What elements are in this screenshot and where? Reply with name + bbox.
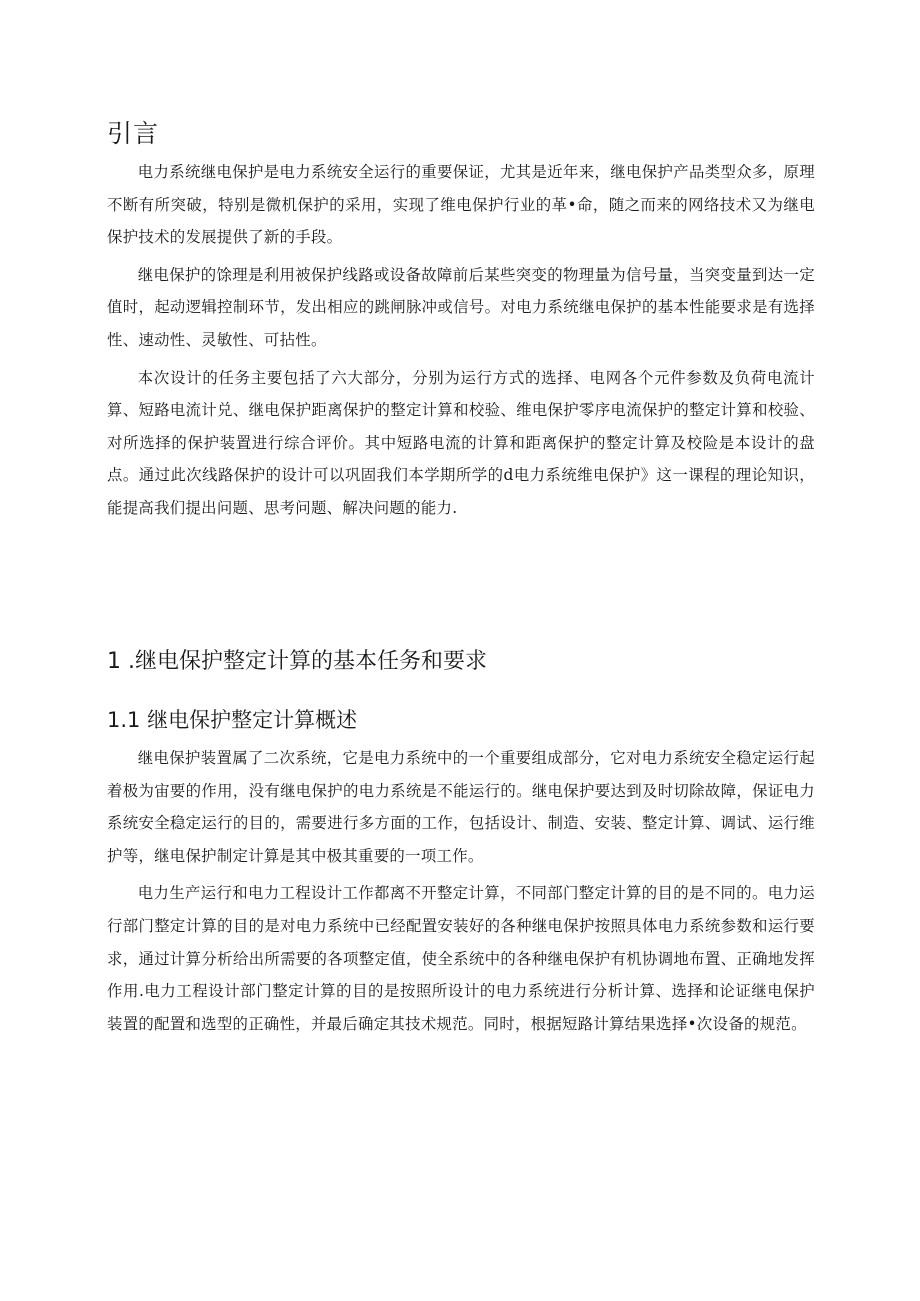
section-1-1-heading: 1.1 继电保护整定计算概述 bbox=[107, 708, 358, 732]
section-1-1-paragraph-1: 继电保护装置属了二次系统，它是电力系统中的一个重要组成部分，它对电力系统安全稳定运行起着极为宙要的作用，没有继电保护的电力系统是不能运行的。继电保护要达到及时切除故障，保证电力系统安全稳定运行的目的，需要进行多方面的工作，包括设计、制造、安装、整定计算、调试、运行维护等，继电保护制定计算是其中极其重要的一项工作。 bbox=[107, 749, 815, 865]
section-1-1-body bbox=[107, 742, 815, 1040]
intro-paragraph-3: 本次设计的任务主要包括了六大部分，分别为运行方式的选择、电网各个元件参数及负荷电流计算、短路电流计兑、继电保护距离保护的整定计算和校验、维电保护零序电流保护的整定计算和校验、对所选择的保护装置进行综合评价。其中短路电流的计算和距离保护的整定计算及校险是本设计的盘点。通过此次线路保护的设计可以巩固我们本学期所学的d电力系统维电保护》这一课程的理论知识，能提高我们提出问题、思考问题、解决问题的能力. bbox=[107, 368, 815, 517]
intro-body bbox=[107, 156, 815, 525]
section-1-heading: 1 .继电保护整定计算的基本任务和要求 bbox=[107, 649, 487, 674]
section-1-1-paragraph-2: 电力生产运行和电力工程设计工作都离不开整定计算，不同部门整定计算的目的是不同的。电力运行部门整定计算的目的是对电力系统中已经配置安装好的各种继电保护按照具体电力系统参数和运行要求，通过计算分析给出所需要的各项整定值，使全系统中的各种继电保护有机协调地布置、正确地发挥作用.电力工程设计部门整定计算的目的是按照所设计的电力系统进行分析计算、选择和论证继电保护装置的配置和选型的正确性，并最后确定其技术规范。同时，根据短路计算结果选择•次设备的规范。 bbox=[107, 884, 815, 1033]
intro-heading: 引言 bbox=[107, 119, 160, 148]
intro-paragraph-1: 电力系统继电保护是电力系统安全运行的重要保证，尤其是近年来，继电保护产品类型众多，原理不断有所突破，特别是微机保护的采用，实现了维电保护行业的革•命，随之而来的网络技术又为继电保护技术的发展提供了新的手段。 bbox=[107, 163, 815, 247]
intro-paragraph-2: 继电保护的馀理是利用被保护线路或设备故障前后某些突变的物理量为信号量，当突变量到达一定值时，起动逻辑控制环节，发出相应的跳闸脉冲或信号。对电力系统继电保护的基本性能要求是有选择性、速动性、灵敏性、可拈性。 bbox=[107, 265, 815, 349]
